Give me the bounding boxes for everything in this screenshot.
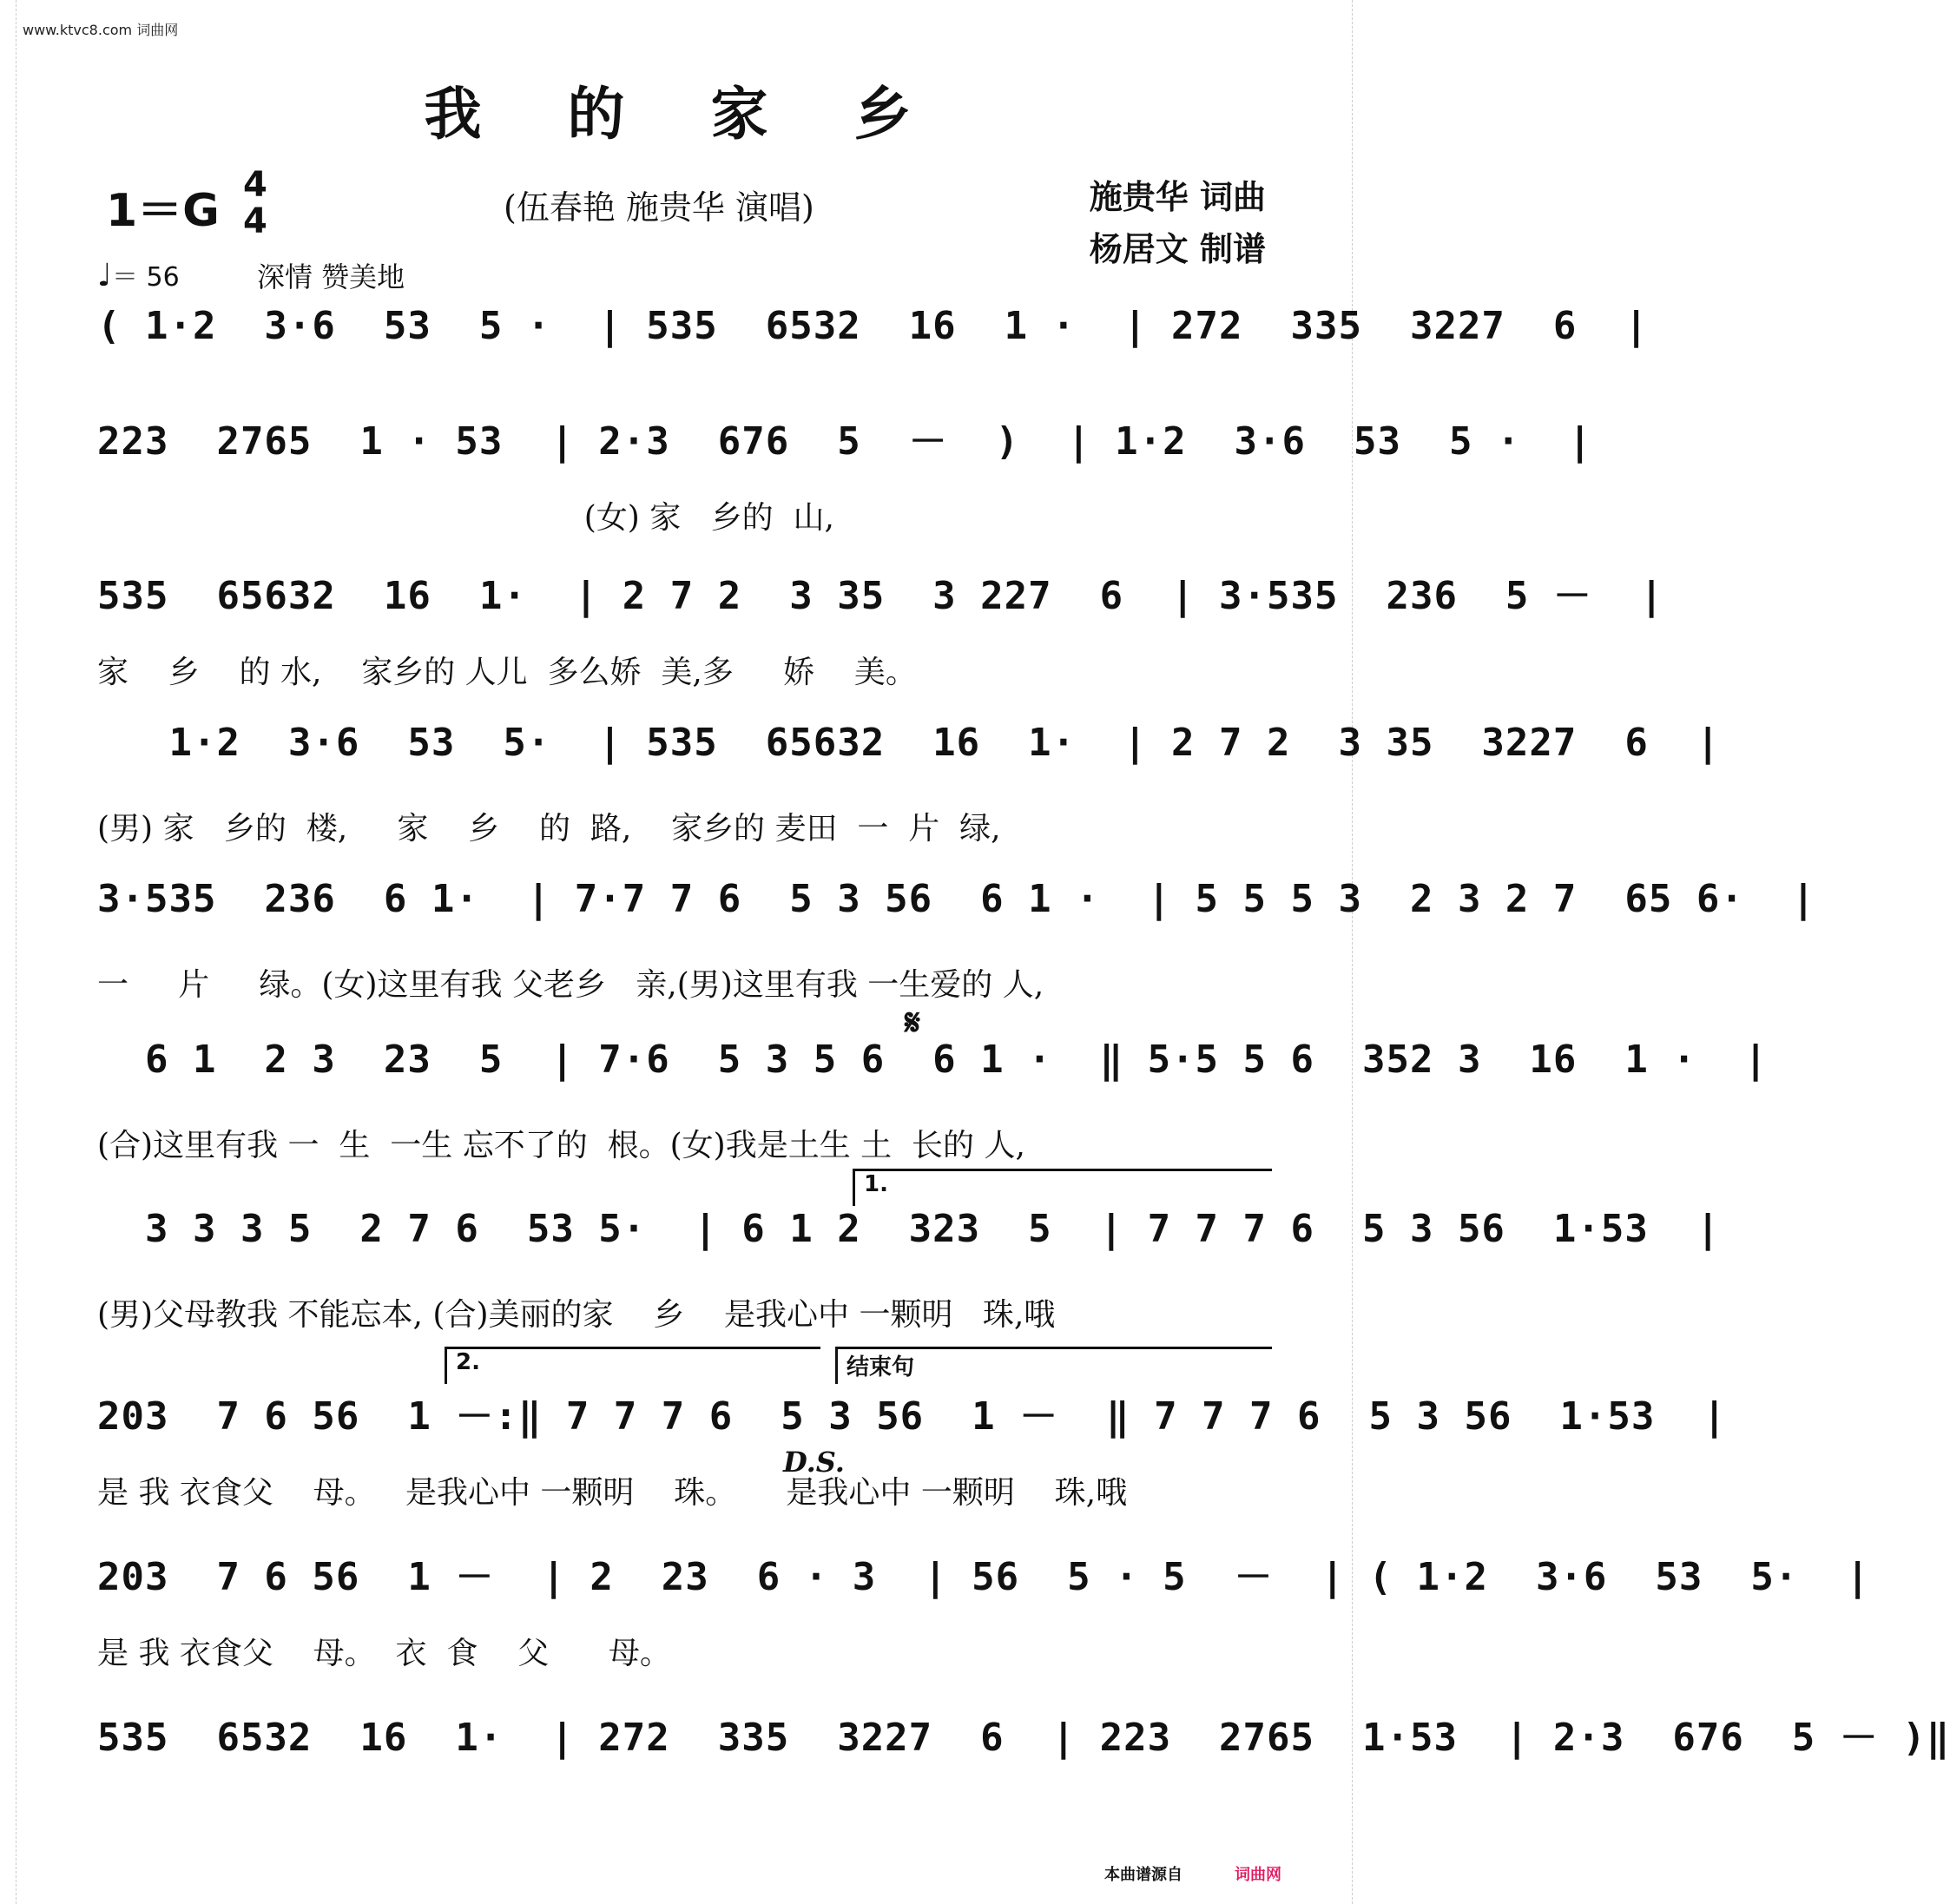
score-row xyxy=(97,564,1664,690)
second-ending: 2. xyxy=(445,1347,820,1384)
ending-phrase: 结束句 xyxy=(835,1347,1272,1384)
notation-line: 3 3 3 5 2 7 6 53 5· | 6 1 2 323 5 | 7 7 7 6 5 3 56 1·53 | xyxy=(97,1207,1721,1251)
song-title: 我 的 家 乡 xyxy=(424,80,945,148)
lyrics-line: 一 片 绿。(女)这里有我 父老乡 亲,(男)这里有我 一生爱的 人, xyxy=(97,967,1044,1003)
site-url: www.ktvc8.com 词曲网 xyxy=(23,22,179,38)
lyricist-credit: 施贵华 词曲 xyxy=(1089,177,1266,216)
score-row xyxy=(97,1171,1721,1333)
notation-line: 203 7 6 56 1 －:‖ 7 7 7 6 5 3 56 1 － ‖ 7 7 7 6 5 3 56 1·53 | xyxy=(97,1394,1727,1439)
time-signature-bottom: 4 xyxy=(243,201,267,241)
notation-line: ( 1·2 3·6 53 5 · | 535 6532 16 1 · | 272 335 3227 6 | xyxy=(97,304,1649,348)
score-row xyxy=(97,304,1649,373)
segno-icon: 𝄋 xyxy=(905,1001,921,1044)
score-row xyxy=(97,1001,1769,1163)
score-row xyxy=(97,410,1592,536)
notation-line: 535 6532 16 1· | 272 335 3227 6 | 223 2765 1·53 | 2·3 676 5 － )‖ xyxy=(97,1716,1950,1760)
expression-marking: 深情 赞美地 xyxy=(257,260,405,293)
tempo-marking xyxy=(97,255,180,293)
time-signature xyxy=(243,167,267,240)
lyrics-line: 是 我 衣食父 母。 是我心中 一颗明 珠。 是我心中 一颗明 珠,哦 xyxy=(97,1475,1128,1511)
arranger-credit: 杨居文 制谱 xyxy=(1089,229,1266,268)
footer xyxy=(1104,1862,1281,1885)
notation-line: 3·535 236 6 1· | 7·7 7 6 5 3 56 6 1 · | 5 5 5 3 2 3 2 7 65 6· | xyxy=(97,877,1816,921)
lyrics-line: (合)这里有我 一 生 一生 忘不了的 根。(女)我是土生 土 长的 人, xyxy=(97,1128,1025,1163)
lyrics-line: (男)父母教我 不能忘本, (合)美丽的家 乡 是我心中 一颗明 珠,哦 xyxy=(97,1297,1056,1333)
lyrics-line: 家 乡 的 水, 家乡的 人儿 多么娇 美,多 娇 美。 xyxy=(97,655,917,690)
score-row xyxy=(97,1349,1727,1511)
singers: (伍春艳 施贵华 演唱) xyxy=(504,188,814,227)
notation-line: 1·2 3·6 53 5· | 535 65632 16 1· | 2 7 2 3 35 3227 6 | xyxy=(97,721,1721,765)
lyrics-line: (男) 家 乡的 楼, 家 乡 的 路, 家乡的 麦田 一 片 绿, xyxy=(97,811,1001,847)
quarter-note-icon: ♩ xyxy=(97,258,112,293)
footer-source: 本曲谱源自 xyxy=(1104,1866,1183,1884)
notation-line: 6 1 2 3 23 5 | 7·6 5 3 5 6 6 1 · ‖ 5·5 5 6 352 3 16 1 · | xyxy=(97,1038,1769,1082)
right-watermark-strip xyxy=(1352,0,1368,1904)
footer-brand: 词曲网 xyxy=(1235,1866,1281,1884)
score-row xyxy=(97,1706,1950,1776)
dal-segno-mark: D.S. xyxy=(783,1446,845,1479)
score-row xyxy=(97,721,1721,847)
first-ending: 1. xyxy=(853,1169,1272,1206)
lyrics-line: (女) 家 乡的 山, xyxy=(97,500,834,536)
key-signature: 1＝G xyxy=(106,185,220,237)
notation-line: 223 2765 1 · 53 | 2·3 676 5 － ) | 1·2 3·6 53 5 · | xyxy=(97,419,1592,464)
tempo-value: ＝ 56 xyxy=(111,262,180,293)
left-watermark-strip xyxy=(0,0,16,1904)
score-row xyxy=(97,1545,1870,1671)
notation-line: 203 7 6 56 1 － | 2 23 6 · 3 | 56 5 · 5 － | ( 1·2 3·6 53 5· | xyxy=(97,1555,1870,1599)
notation-line: 535 65632 16 1· | 2 7 2 3 35 3 227 6 | 3·535 236 5 － | xyxy=(97,574,1664,618)
score-row xyxy=(97,877,1816,1003)
time-signature-top: 4 xyxy=(243,165,267,205)
lyrics-line: 是 我 衣食父 母。 衣 食 父 母。 xyxy=(97,1636,671,1671)
